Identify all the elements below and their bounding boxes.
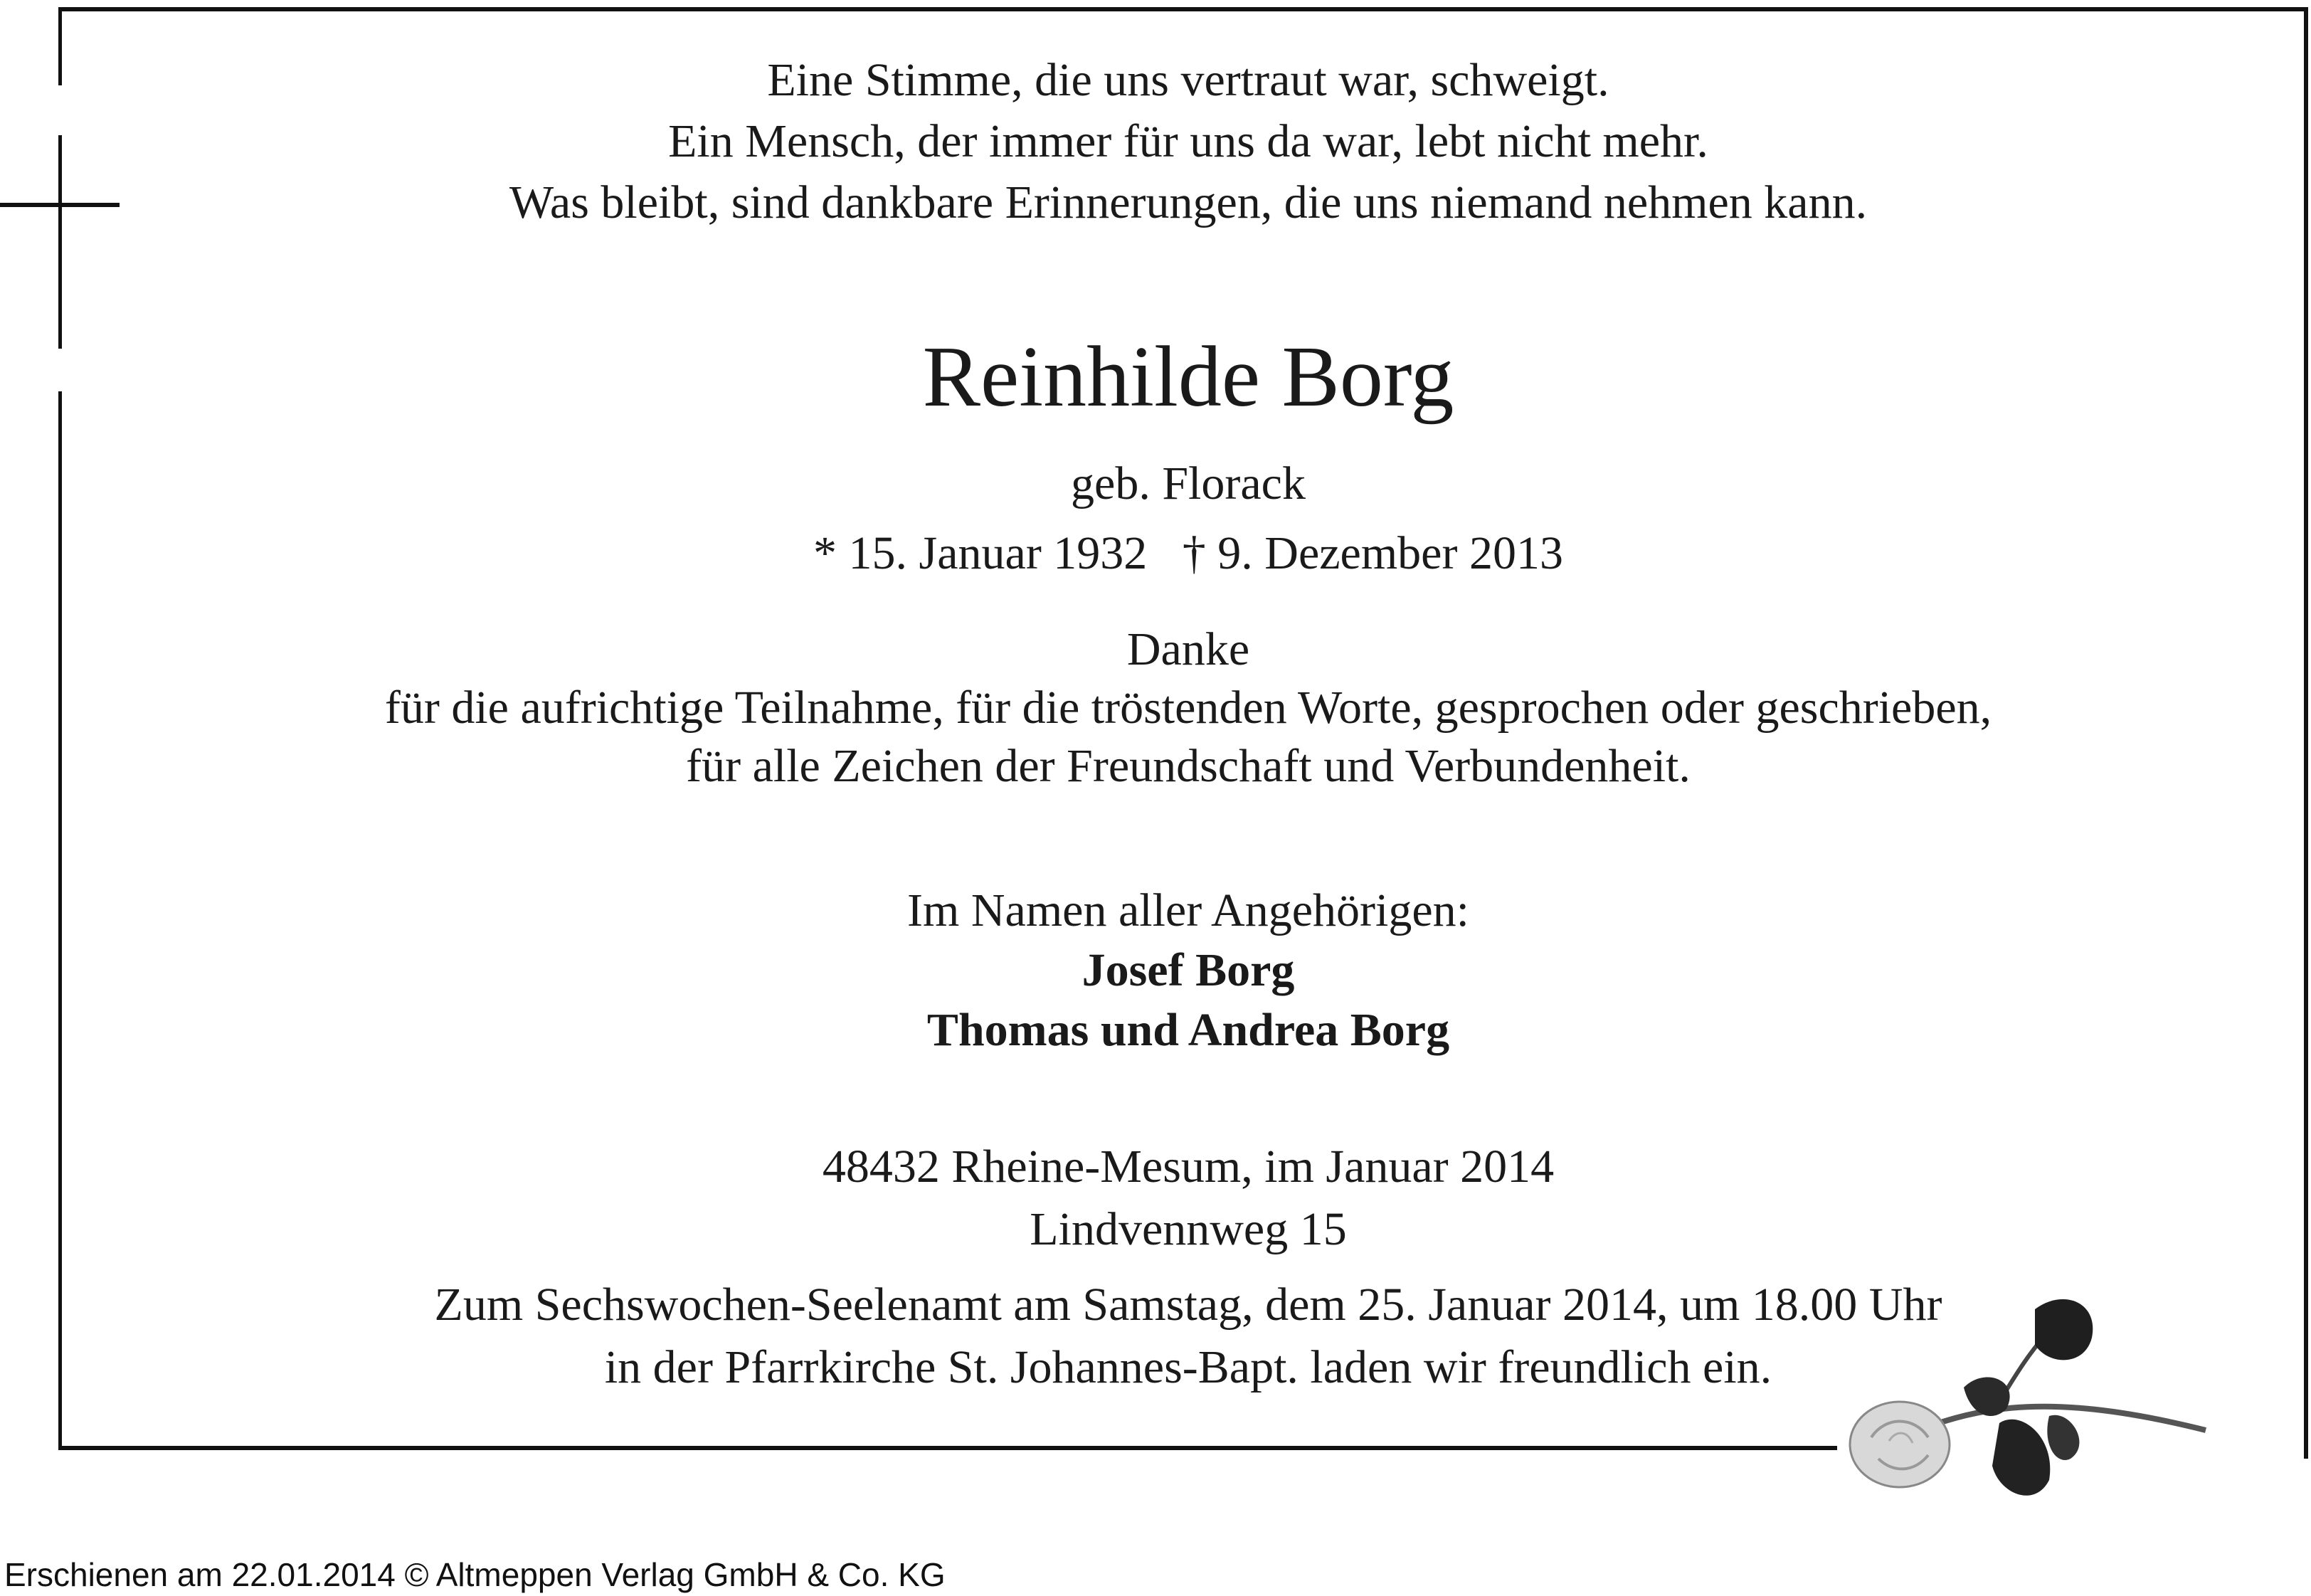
poem xyxy=(178,50,2199,233)
service-line: Zum Sechswochen-Seelenamt am Samstag, dem 25. Januar 2014, um 18.00 Uhr xyxy=(434,1279,1942,1331)
cross-icon-bar xyxy=(0,203,120,207)
poem-line: Was bleibt, sind dankbare Erinnerungen, die uns niemand nehmen kann. xyxy=(509,176,1868,228)
thanks-line: für die aufrichtige Teilnahme, für die tröstenden Worte, gesprochen oder geschrieben, xyxy=(384,682,1992,734)
frame-right-border xyxy=(2304,7,2308,1459)
publication-footer: Erschienen am 22.01.2014 © Altmeppen Verlag GmbH & Co. KG xyxy=(4,1556,946,1593)
poem-line: Eine Stimme, die uns vertraut war, schweigt. xyxy=(767,54,1609,106)
poem-line: Ein Mensch, der immer für uns da war, lebt nicht mehr. xyxy=(668,115,1708,167)
address-line: Lindvennweg 15 xyxy=(1030,1203,1347,1255)
maiden-name: geb. Florack xyxy=(1071,458,1306,509)
thanks-line: für alle Zeichen der Freundschaft und Verbundenheit. xyxy=(686,740,1691,792)
family-member: Josef Borg xyxy=(1082,944,1295,996)
address-line: 48432 Rheine-Mesum, im Januar 2014 xyxy=(822,1141,1555,1193)
address xyxy=(178,1136,2199,1261)
family-intro: Im Namen aller Angehörigen: xyxy=(907,884,1469,936)
cross-icon xyxy=(58,135,62,349)
frame-left-border-lower xyxy=(58,391,62,1450)
family-member: Thomas und Andrea Borg xyxy=(926,1004,1450,1056)
obituary-content xyxy=(178,50,2199,1399)
frame-left-border xyxy=(58,7,62,85)
life-dates: * 15. Januar 1932 † 9. Dezember 2013 xyxy=(813,527,1563,579)
thanks-heading: Danke xyxy=(1126,623,1250,675)
rose-icon xyxy=(1821,1281,2220,1523)
service-line: in der Pfarrkirche St. Johannes-Bapt. laden wir freundlich ein. xyxy=(604,1341,1772,1393)
frame-bottom-border xyxy=(58,1446,1837,1450)
thanks-section xyxy=(178,620,2199,796)
deceased-name: Reinhilde Borg xyxy=(922,329,1454,425)
frame-top-border xyxy=(58,7,2308,11)
